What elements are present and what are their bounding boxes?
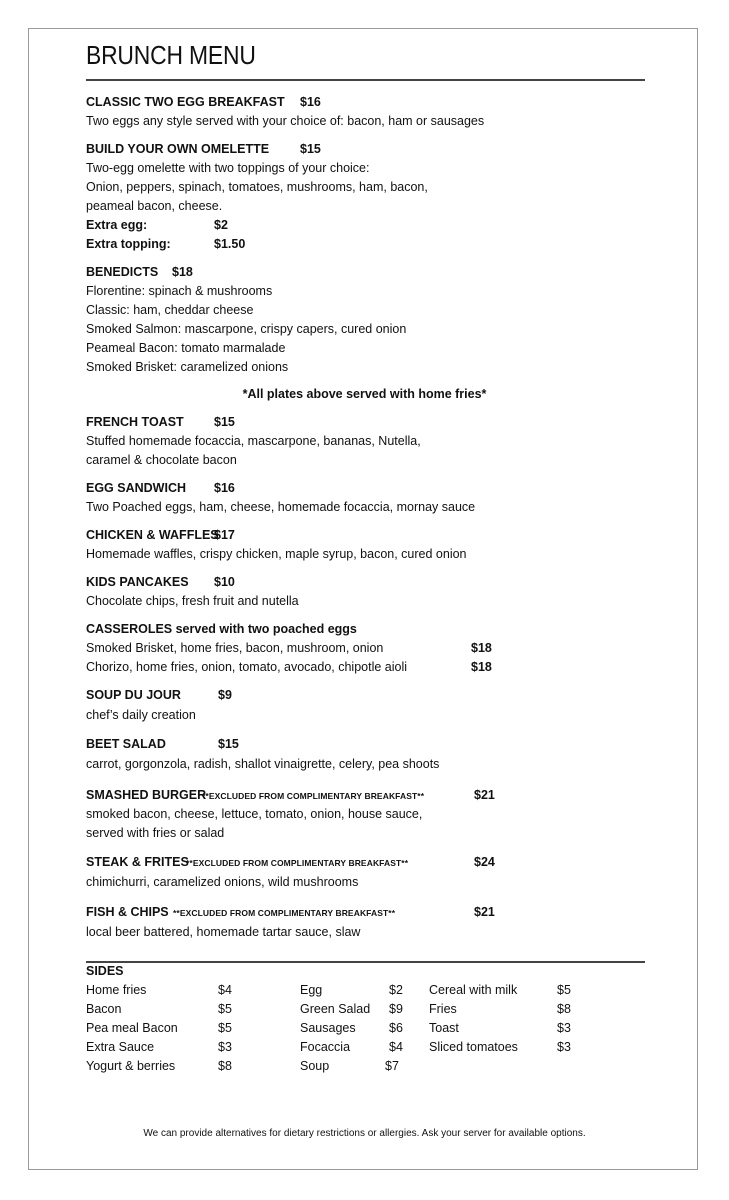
item-description: Smoked Salmon: mascarpone, crispy capers, cured onion xyxy=(86,322,407,336)
side-name: Bacon xyxy=(86,1002,122,1016)
item-price: $16 xyxy=(300,95,321,109)
item-description: Smoked Brisket, home fries, bacon, mushroom, onion xyxy=(86,641,384,655)
side-name: Fries xyxy=(429,1002,457,1016)
item-description: chef’s daily creation xyxy=(86,708,196,722)
item-description: Stuffed homemade focaccia, mascarpone, bananas, Nutella, xyxy=(86,434,421,448)
side-name: Egg xyxy=(300,983,323,997)
item-price: $15 xyxy=(218,737,239,751)
item-price: $21 xyxy=(474,788,495,802)
side-price: $4 xyxy=(389,1040,403,1054)
side-price: $5 xyxy=(218,1021,232,1035)
item-price: $15 xyxy=(300,142,321,156)
extra-topping-price: $1.50 xyxy=(214,237,246,251)
item-description: Homemade waffles, crispy chicken, maple syrup, bacon, cured onion xyxy=(86,547,467,561)
item-description: Chocolate chips, fresh fruit and nutella xyxy=(86,594,299,608)
item-description: chimichurri, caramelized onions, wild mushrooms xyxy=(86,875,359,889)
item-description: Two eggs any style served with your choice of: bacon, ham or sausages xyxy=(86,114,485,128)
item-name: STEAK & FRITES xyxy=(86,855,189,869)
exclusion-note: **EXCLUDED FROM COMPLIMENTARY BREAKFAST** xyxy=(173,908,396,918)
item-description: caramel & chocolate bacon xyxy=(86,453,237,467)
side-price: $5 xyxy=(218,1002,232,1016)
item-description: smoked bacon, cheese, lettuce, tomato, onion, house sauce, xyxy=(86,807,423,821)
item-price: $18 xyxy=(471,660,492,674)
side-price: $4 xyxy=(218,983,232,997)
exclusion-note: **EXCLUDED FROM COMPLIMENTARY BREAKFAST** xyxy=(202,791,425,801)
side-name: Focaccia xyxy=(300,1040,351,1054)
home-fries-note: *All plates above served with home fries* xyxy=(242,387,487,401)
page-title: BRUNCH MENU xyxy=(86,40,256,70)
side-name: Cereal with milk xyxy=(429,983,518,997)
item-description: Onion, peppers, spinach, tomatoes, mushrooms, ham, bacon, xyxy=(86,180,428,194)
item-description: Florentine: spinach & mushrooms xyxy=(86,284,273,298)
item-description: served with fries or salad xyxy=(86,826,225,840)
item-name: BENEDICTS xyxy=(86,265,159,279)
item-name: CLASSIC TWO EGG BREAKFAST xyxy=(86,95,285,109)
item-price: $15 xyxy=(214,415,235,429)
side-name: Pea meal Bacon xyxy=(86,1021,178,1035)
side-price: $5 xyxy=(557,983,571,997)
item-description: local beer battered, homemade tartar sauce, slaw xyxy=(86,925,361,939)
item-price: $21 xyxy=(474,905,495,919)
side-name: Green Salad xyxy=(300,1002,371,1016)
side-price: $3 xyxy=(557,1021,571,1035)
footer-note: We can provide alternatives for dietary restrictions or allergies. Ask your server for available options. xyxy=(143,1128,586,1139)
item-description: Two-egg omelette with two toppings of your choice: xyxy=(86,161,370,175)
side-price: $7 xyxy=(385,1059,399,1073)
sides-heading: SIDES xyxy=(86,964,124,978)
item-price: $18 xyxy=(471,641,492,655)
title-divider xyxy=(86,79,645,81)
side-price: $9 xyxy=(389,1002,403,1016)
item-price: $16 xyxy=(214,481,235,495)
side-name: Sausages xyxy=(300,1021,356,1035)
item-name: FISH & CHIPS xyxy=(86,905,169,919)
item-name: EGG SANDWICH xyxy=(86,481,186,495)
item-price: $9 xyxy=(218,688,232,702)
side-price: $3 xyxy=(218,1040,232,1054)
item-description: Smoked Brisket: caramelized onions xyxy=(86,360,289,374)
extra-egg-label: Extra egg: xyxy=(86,218,148,232)
item-name: KIDS PANCAKES xyxy=(86,575,189,589)
side-name: Extra Sauce xyxy=(86,1040,155,1054)
item-name: BEET SALAD xyxy=(86,737,166,751)
item-description: Peameal Bacon: tomato marmalade xyxy=(86,341,286,355)
exclusion-note: **EXCLUDED FROM COMPLIMENTARY BREAKFAST** xyxy=(186,858,409,868)
item-name: BUILD YOUR OWN OMELETTE xyxy=(86,142,270,156)
item-name: FRENCH TOAST xyxy=(86,415,184,429)
side-price: $2 xyxy=(389,983,403,997)
sides-divider xyxy=(86,961,645,963)
extra-egg-price: $2 xyxy=(214,218,228,232)
item-description: Classic: ham, cheddar cheese xyxy=(86,303,254,317)
side-price: $8 xyxy=(557,1002,571,1016)
side-name: Toast xyxy=(429,1021,459,1035)
extra-topping-label: Extra topping: xyxy=(86,237,171,251)
side-name: Soup xyxy=(300,1059,330,1073)
side-name: Sliced tomatoes xyxy=(429,1040,518,1054)
item-price: $17 xyxy=(214,528,235,542)
item-description: peameal bacon, cheese. xyxy=(86,199,223,213)
item-description: carrot, gorgonzola, radish, shallot vinaigrette, celery, pea shoots xyxy=(86,757,440,771)
item-description: Two Poached eggs, ham, cheese, homemade focaccia, mornay sauce xyxy=(86,500,476,514)
item-price: $24 xyxy=(474,855,495,869)
item-name: SMASHED BURGER xyxy=(86,788,207,802)
item-description: Chorizo, home fries, onion, tomato, avocado, chipotle aioli xyxy=(86,660,408,674)
item-name: SOUP DU JOUR xyxy=(86,688,181,702)
side-name: Yogurt & berries xyxy=(86,1059,176,1073)
side-price: $8 xyxy=(218,1059,232,1073)
side-name: Home fries xyxy=(86,983,147,997)
item-name: CASSEROLES served with two poached eggs xyxy=(86,622,357,636)
side-price: $6 xyxy=(389,1021,403,1035)
item-name: CHICKEN & WAFFLES xyxy=(86,528,219,542)
side-price: $3 xyxy=(557,1040,571,1054)
item-price: $10 xyxy=(214,575,235,589)
item-price: $18 xyxy=(172,265,193,279)
